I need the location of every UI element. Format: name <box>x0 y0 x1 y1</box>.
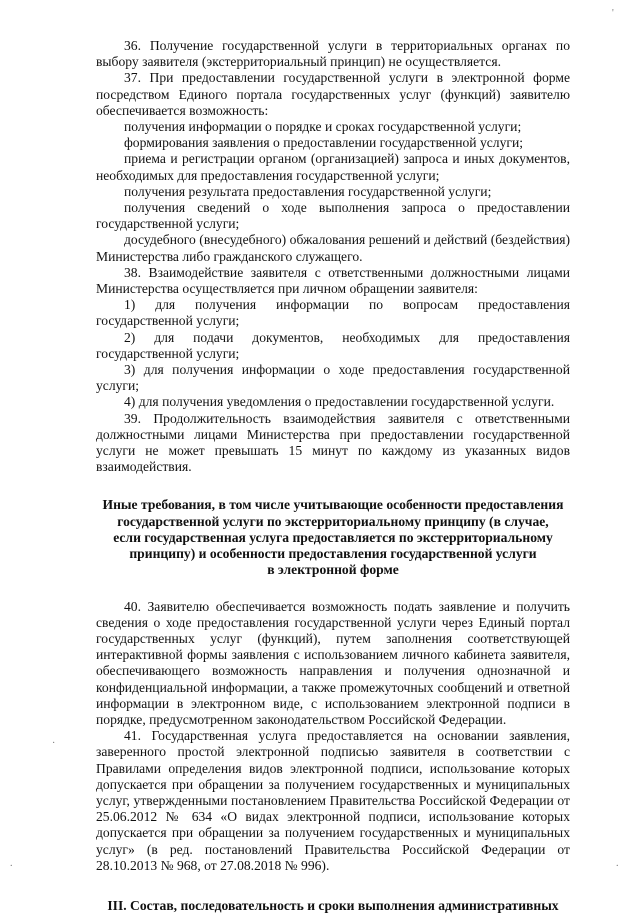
paragraph-37: 37. При предоставлении государственной услуги в электронной форме посредством Единого портала государственных услуг (функций) заявителю обеспечивается возможность: <box>96 70 570 118</box>
paragraph-40: 40. Заявителю обеспечивается возможность подать заявление и получить сведения о ходе предоставления государственной услуги через Единый портал государственных услуг (функций), путем заполнения соответствующей интерактивной формы заявления с использованием личного кабинета заявителя, обеспечивающего возможность направления и получения однозначной и конфиденциальной информации, а также промежуточных сообщений и ответной информации в электронном виде, с использованием электронной подписи в порядке, предусмотренном законодательством Российской Федерации. <box>96 598 570 727</box>
section-heading-line: государственной услуги по экстерриториальному принципу (в случае, <box>117 513 549 529</box>
paragraph-39: 39. Продолжительность взаимодействия заявителя с ответственными должностными лицами Министерства при предоставлении государственной услуги не может превышать 15 минут по каждому из указанных видов взаимодействия. <box>96 410 570 475</box>
section-heading-line: если государственная услуга предоставляется по экстерриториальному <box>113 529 553 545</box>
scan-mark: . <box>10 858 13 869</box>
chapter-heading: III. Состав, последовательность и сроки выполнения административных <box>107 897 559 913</box>
list-item: 4) для получения уведомления о предоставлении государственной услуги. <box>124 394 555 410</box>
list-item: 1) для получения информации по вопросам предоставления государственной услуги; <box>96 297 570 329</box>
list-item: 2) для подачи документов, необходимых для предоставления государственной услуги; <box>96 329 570 361</box>
list-item: приема и регистрации органом (организацией) запроса и иных документов, необходимых для предоставления государственной услуги; <box>96 151 570 183</box>
list-item: формирования заявления о предоставлении государственной услуги; <box>124 135 523 151</box>
list-item: получения сведений о ходе выполнения запроса о предоставлении государственной услуги; <box>96 200 570 232</box>
section-heading-line: Иные требования, в том числе учитывающие особенности предоставления <box>102 497 564 513</box>
paragraph-36: 36. Получение государственной услуги в территориальных органах по выбору заявителя (экстерриториальный принцип) не осуществляется. <box>96 38 570 70</box>
list-item: 3) для получения информации о ходе предоставления государственной услуги; <box>96 362 570 394</box>
section-heading <box>102 497 564 578</box>
section-heading-line: принципу) и особенности предоставления государственной услуги <box>129 546 537 562</box>
section-heading-line: в электронной форме <box>267 562 399 578</box>
list-item: досудебного (внесудебного) обжалования решений и действий (бездействия) Министерства либо гражданского служащего. <box>96 232 570 264</box>
list-item: получения результата предоставления государственной услуги; <box>124 183 492 199</box>
list-item: получения информации о порядке и сроках государственной услуги; <box>124 119 522 135</box>
paragraph-41: 41. Государственная услуга предоставляется на основании заявления, заверенного простой электронной подписью заявителя в соответствии с Правилами определения видов электронной подписи, использование которых допускается при обращении за получением государственных и муниципальных услуг, утвержденными постановлением Правительства Российской Федерации от 25.06.2012 № 634 «О видах электронной подписи, использование которых допускается при обращении за получением государственных и муниципальных услуг» (в ред. постановлений Правительства Российской Федерации от 28.10.2013 № 968, от 27.08.2018 № 996). <box>96 728 570 873</box>
top-paragraphs <box>96 38 570 475</box>
paragraph-38: 38. Взаимодействие заявителя с ответственными должностными лицами Министерства осуществляется при личном обращении заявителя: <box>96 264 570 297</box>
scan-mark: . <box>616 858 619 869</box>
scan-mark: · <box>52 738 56 749</box>
bottom-paragraphs <box>96 599 570 874</box>
scan-mark: ' <box>612 8 614 19</box>
